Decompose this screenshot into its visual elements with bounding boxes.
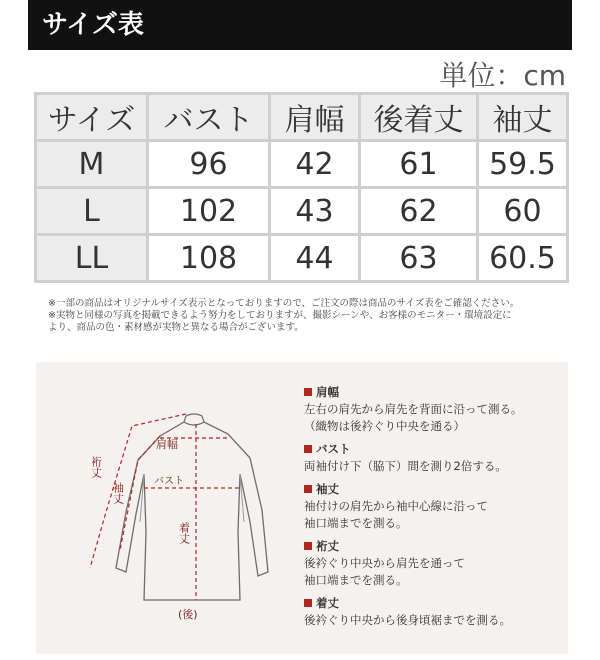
size-table-header-row [36, 94, 568, 141]
measurement-legend [304, 384, 564, 635]
yuki-label: 裄丈 [89, 456, 103, 478]
table-row [36, 188, 568, 235]
cell-shoulder: 44 [270, 235, 360, 282]
legend-text: 袖付けの肩先から袖中心線に沿って [304, 499, 488, 513]
cell-sleeve: 60.5 [478, 235, 568, 282]
note-line: ※実物と同様の写真を掲載できるよう努力をしておりますが、撮影シーンや、お客様のモニター・環境設定に [48, 310, 512, 321]
legend-item-shoulder [304, 384, 564, 435]
length-label: 着丈 [177, 522, 191, 544]
measurement-guide-panel [36, 362, 568, 654]
bullet-square-icon [304, 599, 312, 607]
cell-sleeve: 59.5 [478, 141, 568, 188]
legend-title: 着丈 [316, 596, 339, 610]
header-cell-length: 後着丈 [360, 94, 478, 141]
shoulder-label: 肩幅 [156, 438, 178, 451]
cell-shoulder: 43 [270, 188, 360, 235]
legend-text: 袖口端までを測る。 [304, 516, 408, 530]
size-table [34, 92, 569, 283]
cell-length: 62 [360, 188, 478, 235]
cell-sleeve: 60 [478, 188, 568, 235]
legend-title: 肩幅 [316, 385, 339, 399]
legend-item-yuki [304, 538, 564, 589]
sleeve-label: 袖丈 [111, 482, 125, 504]
note-line: より、商品の色・素材感が実物と異なる場合がございます。 [48, 322, 304, 333]
note-line: ※一部の商品はオリジナルサイズ表示となっておりますので、ご注文の際は商品のサイズ表をご確認ください。 [48, 298, 520, 309]
header-cell-size: サイズ [36, 94, 148, 141]
legend-text: 後衿ぐり中央から後身頃裾までを測る。 [304, 613, 511, 627]
notes [48, 298, 568, 334]
table-row [36, 141, 568, 188]
cell-bust: 96 [148, 141, 270, 188]
legend-text: 両袖付け下（脇下）間を測り2倍する。 [304, 459, 507, 473]
garment-outline [116, 420, 268, 600]
garment-diagram [36, 362, 296, 654]
bust-label: バスト [154, 476, 184, 487]
legend-text: 左右の肩先から肩先を背面に沿って測る。 [304, 402, 523, 416]
legend-item-length [304, 595, 564, 629]
cell-length: 61 [360, 141, 478, 188]
header-cell-shoulder: 肩幅 [270, 94, 360, 141]
header-cell-sleeve: 袖丈 [478, 94, 568, 141]
table-row [36, 235, 568, 282]
bullet-square-icon [304, 542, 312, 550]
legend-title: バスト [316, 442, 351, 456]
legend-title: 裄丈 [316, 539, 339, 553]
bullet-square-icon [304, 485, 312, 493]
legend-text: （織物は後衿ぐり中央を通る） [304, 419, 465, 433]
bullet-square-icon [304, 445, 312, 453]
bullet-square-icon [304, 388, 312, 396]
legend-text: 後衿ぐり中央から肩先を通って [304, 556, 465, 570]
legend-item-sleeve [304, 481, 564, 532]
header-title: サイズ表 [42, 10, 144, 40]
cell-shoulder: 42 [270, 141, 360, 188]
page-header [28, 0, 572, 50]
header-cell-bust: バスト [148, 94, 270, 141]
legend-text: 袖口端までを測る。 [304, 573, 408, 587]
back-view-label: (後) [178, 608, 198, 621]
cell-bust: 102 [148, 188, 270, 235]
unit-label: 単位：cm [439, 59, 566, 92]
cell-length: 63 [360, 235, 478, 282]
cell-bust: 108 [148, 235, 270, 282]
row-size-label: M [36, 141, 148, 188]
row-size-label: L [36, 188, 148, 235]
legend-title: 袖丈 [316, 482, 339, 496]
row-size-label: LL [36, 235, 148, 282]
collar-outline [184, 414, 204, 425]
legend-item-bust [304, 441, 564, 475]
